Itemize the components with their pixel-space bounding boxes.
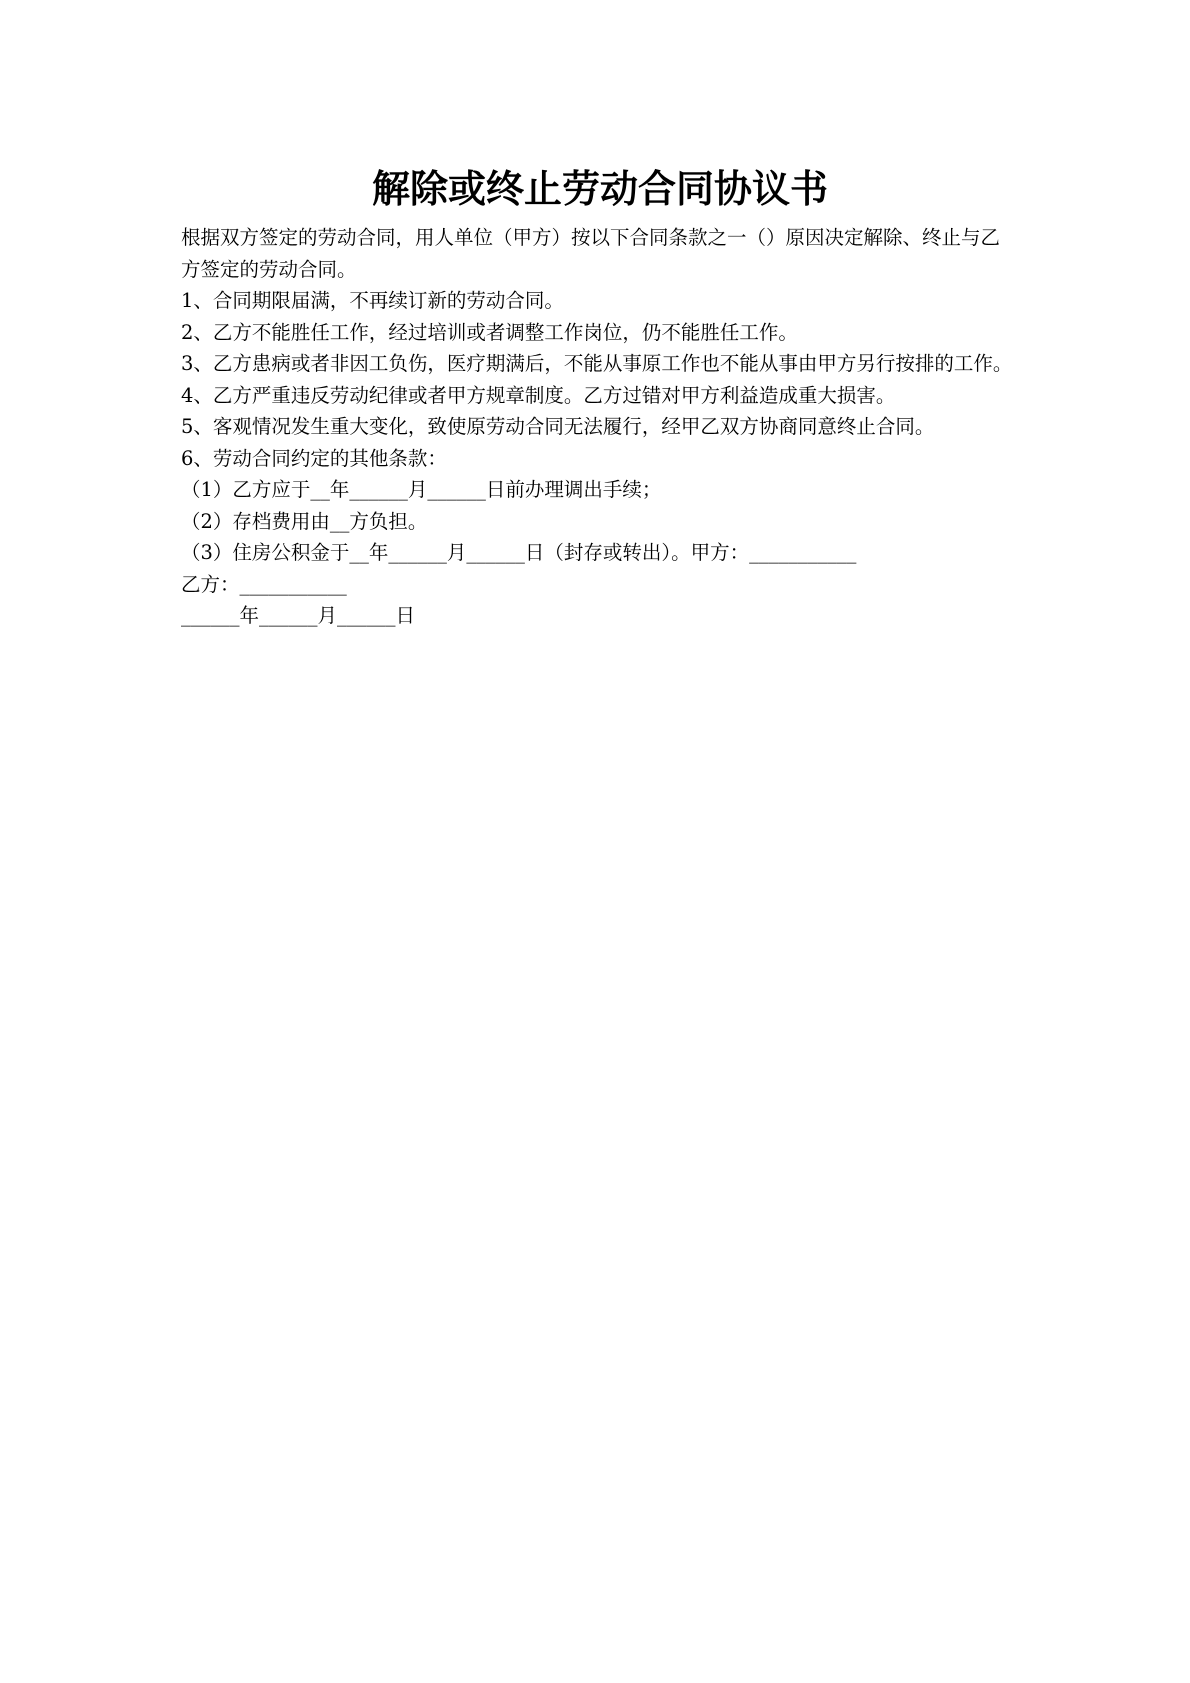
clause-6: 6、劳动合同约定的其他条款： [181, 446, 447, 470]
sub-clause-1: （1）乙方应于__年______月______日前办理调出手续； [181, 478, 662, 501]
date-line: ______年______月______日 [181, 604, 416, 627]
sub-clause-3: （3）住房公积金于__年______月______日（封存或转出）。甲方：___________ [181, 541, 857, 564]
document-title: 解除或终止劳动合同协议书 [371, 167, 828, 211]
clause-5: 5、客观情况发生重大变化，致使原劳动合同无法履行，经甲乙双方协商同意终止合同。 [181, 415, 935, 438]
clause-2: 2、乙方不能胜任工作，经过培训或者调整工作岗位，仍不能胜任工作。 [181, 320, 798, 344]
party-b-signature-line: 乙方：___________ [181, 572, 347, 596]
clause-4: 4、乙方严重违反劳动纪律或者甲方规章制度。乙方过错对甲方利益造成重大损害。 [181, 383, 896, 407]
clause-3: 3、乙方患病或者非因工负伤，医疗期满后，不能从事原工作也不能从事由甲方另行按排的工作。 [181, 352, 1013, 375]
sub-clause-2: （2）存档费用由__方负担。 [181, 509, 428, 533]
clause-1: 1、合同期限届满，不再续订新的劳动合同。 [181, 289, 564, 312]
document-page [181, 160, 1019, 632]
intro-paragraph: 根据双方签定的劳动合同，用人单位（甲方）按以下合同条款之一（）原因决定解除、终止与乙方签定的劳动合同。 [181, 226, 1001, 281]
